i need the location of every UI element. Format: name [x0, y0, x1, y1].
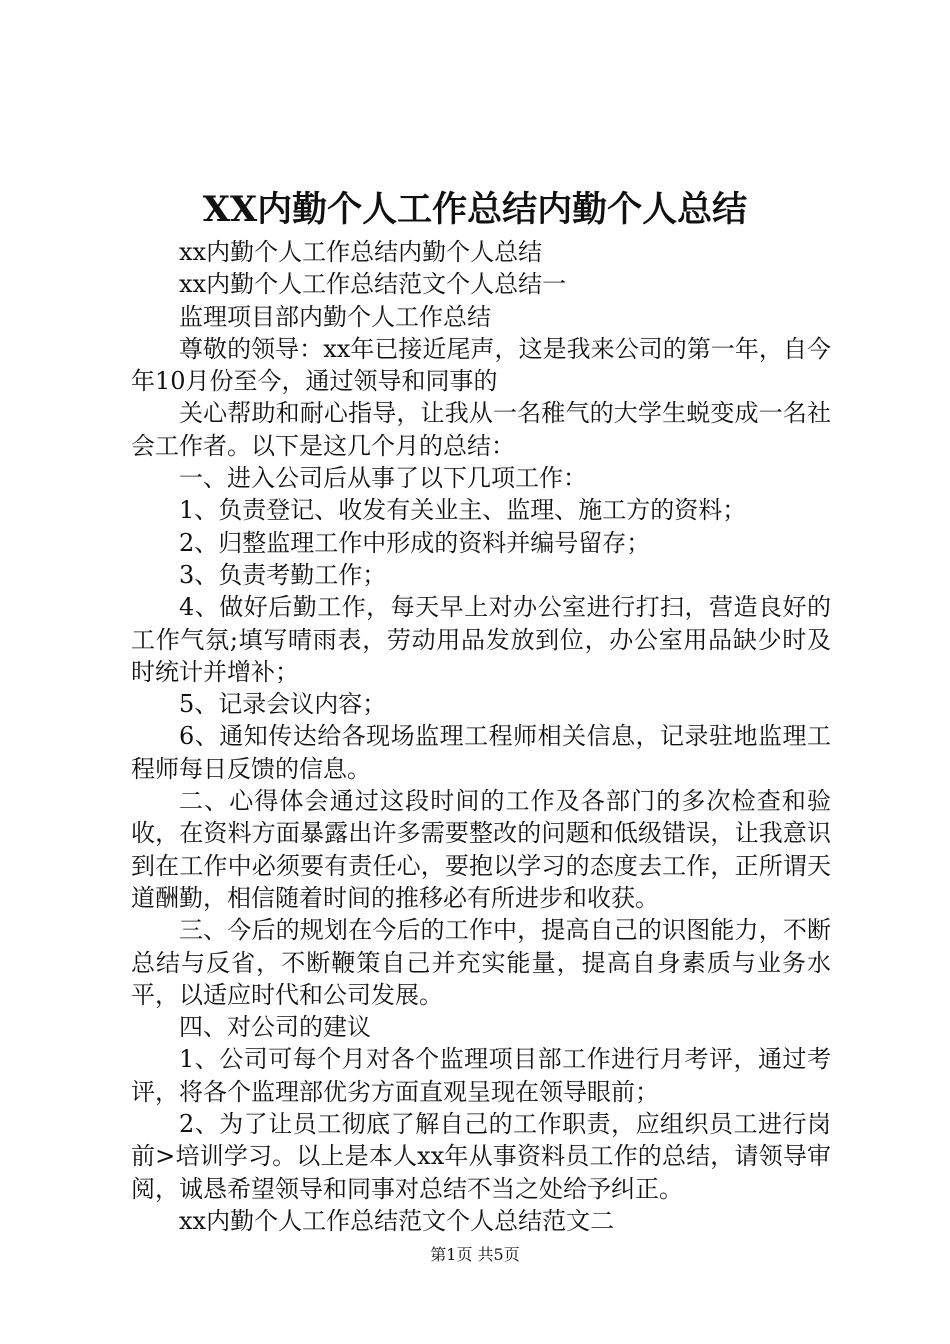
paragraph: 监理项目部内勤个人工作总结	[179, 302, 491, 331]
paragraph: 1、公司可每个月对各个监理项目部工作进行月考评，通过考评，将各个监理部优劣方面直观呈现在领导眼前；	[131, 1045, 831, 1106]
paragraph: 尊敬的领导：xx年已接近尾声，这是我来公司的第一年，自今年10月份至今，通过领导和同事的	[131, 334, 831, 396]
paragraph: xx内勤个人工作总结范文个人总结范文二	[179, 1206, 615, 1235]
paragraph: 2、为了让员工彻底了解自己的工作职责，应组织员工进行岗前>培训学习。以上是本人xx年从事资料员工作的总结，请领导审阅，诚恳希望领导和同事对总结不当之处给予纠正。	[131, 1110, 831, 1203]
page-number-footer: 第1页 共5页	[430, 1245, 520, 1264]
paragraph: 四、对公司的建议	[179, 1013, 371, 1042]
paragraph: 关心帮助和耐心指导，让我从一名稚气的大学生蜕变成一名社会工作者。以下是这几个月的总结：	[131, 399, 831, 460]
paragraph: 三、今后的规划在今后的工作中，提高自己的识图能力，不断总结与反省，不断鞭策自己并充实能量，提高自身素质与业务水平，以适应时代和公司发展。	[131, 916, 831, 1009]
document-title: XX内勤个人工作总结内勤个人总结	[202, 189, 748, 230]
paragraph: 一、进入公司后从事了以下几项工作：	[179, 464, 587, 493]
paragraph: xx内勤个人工作总结内勤个人总结	[179, 238, 543, 266]
document-body	[131, 236, 831, 1237]
paragraph: 2、归整监理工作中形成的资料并编号留存；	[179, 528, 651, 557]
paragraph: 5、记录会议内容；	[179, 690, 387, 719]
paragraph: 1、负责登记、收发有关业主、监理、施工方的资料；	[179, 496, 747, 525]
paragraph: 二、心得体会通过这段时间的工作及各部门的多次检查和验收，在资料方面暴露出许多需要整改的问题和低级错误，让我意识到在工作中必须要有责任心，要抱以学习的态度去工作，正所谓天道酬勤，相信随着时间的推移必有所进步和收获。	[131, 787, 831, 912]
paragraph: 4、做好后勤工作，每天早上对办公室进行打扫，营造良好的工作气氛;填写晴雨表，劳动用品发放到位，办公室用品缺少时及时统计并增补；	[131, 593, 831, 686]
paragraph: 3、负责考勤工作；	[179, 560, 387, 589]
paragraph: xx内勤个人工作总结范文个人总结一	[179, 270, 567, 299]
paragraph: 6、通知传达给各现场监理工程师相关信息，记录驻地监理工程师每日反馈的信息。	[131, 722, 831, 783]
